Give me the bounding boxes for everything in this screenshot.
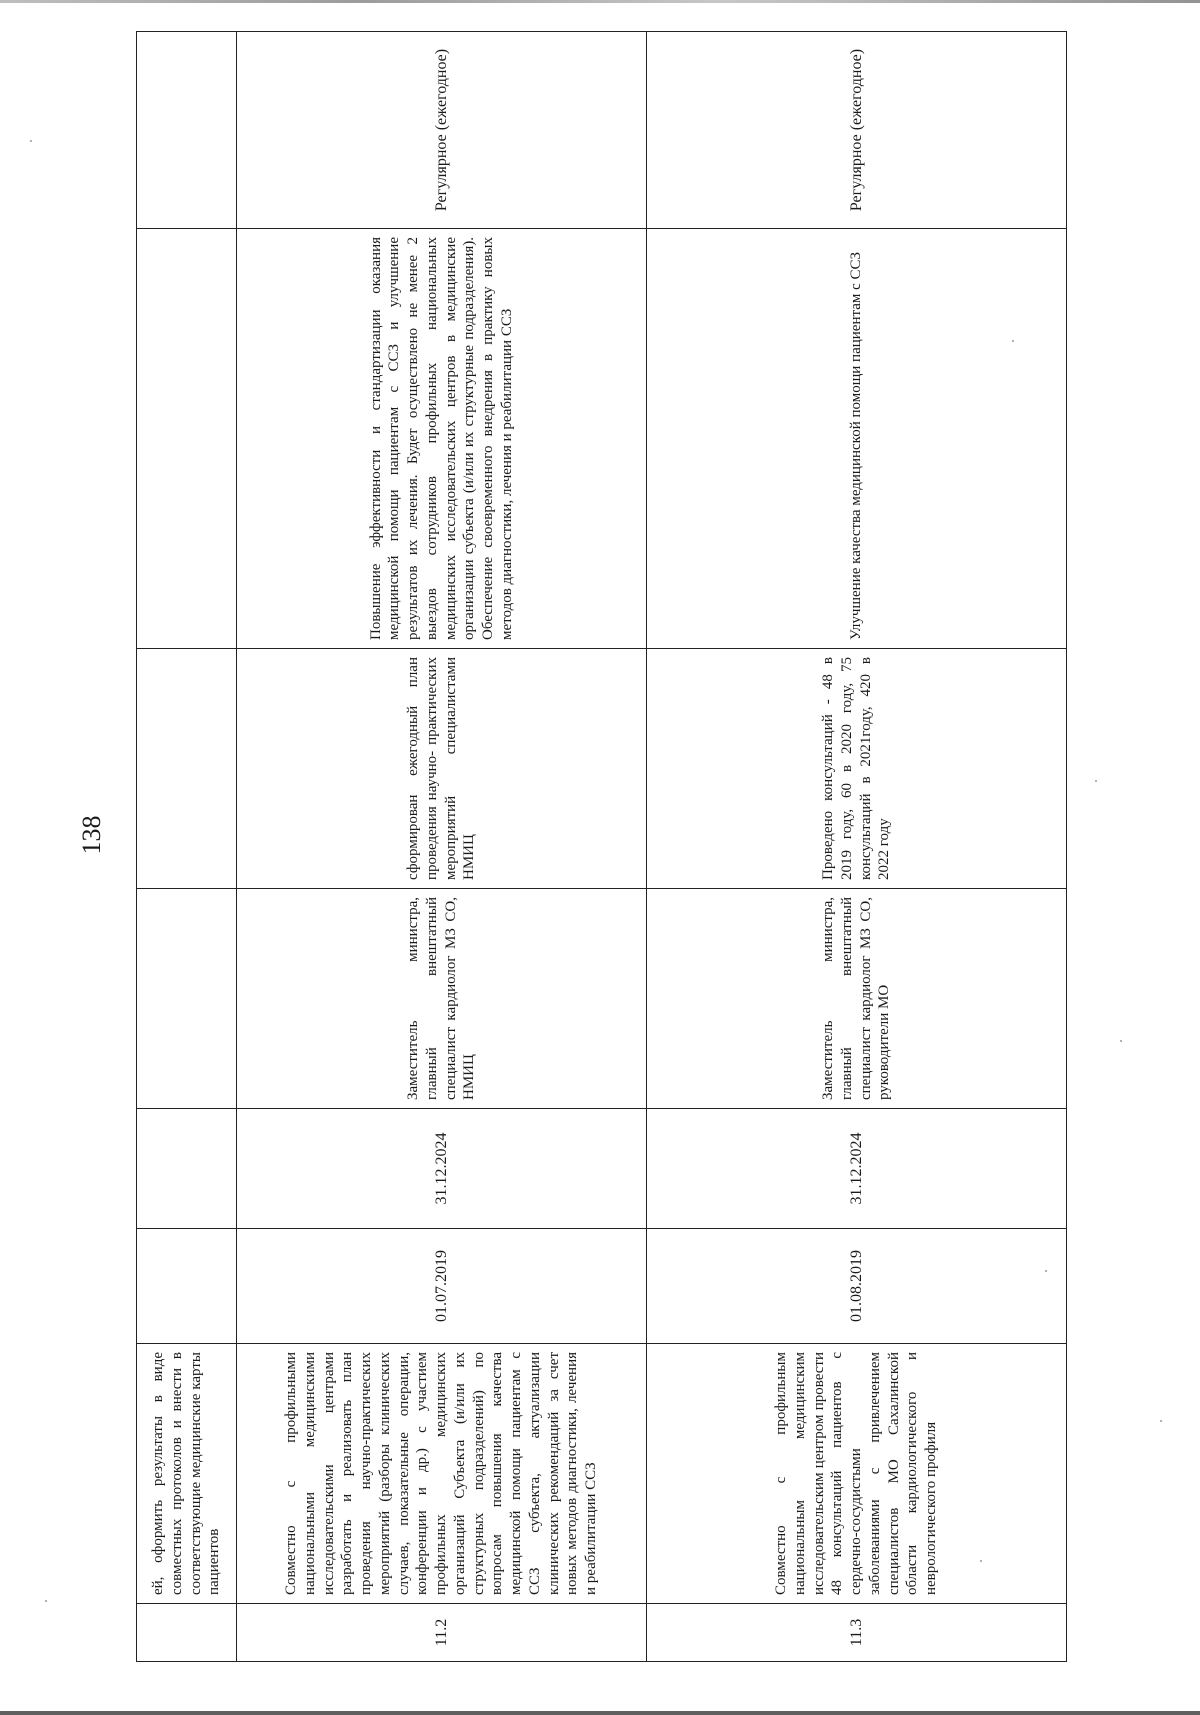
scan-speck — [980, 1560, 982, 1562]
row-number — [137, 1604, 237, 1662]
rotated-table-container — [136, 32, 1066, 1662]
action-plan-table — [136, 31, 1067, 1662]
row-number: 11.3 — [647, 1604, 1067, 1662]
scan-speck — [1160, 1420, 1162, 1422]
start-date-cell — [137, 1229, 237, 1344]
scan-speck — [1012, 340, 1014, 342]
scan-speck — [1095, 780, 1097, 782]
scan-speck — [1045, 1270, 1047, 1272]
responsible-cell: Заместитель министра, главный внештатный специалист кардиолог МЗ СО, НМИЦ — [237, 889, 647, 1109]
table-row — [647, 32, 1067, 1662]
effect-cell — [137, 229, 237, 649]
table-row — [237, 32, 647, 1662]
effect-cell: Улучшение качества медицинской помощи пациентам с ССЗ — [647, 229, 1067, 649]
responsible-cell — [137, 889, 237, 1109]
scan-speck — [1120, 1040, 1122, 1042]
scan-speck — [30, 140, 32, 142]
result-cell: Проведено консультаций - 48 в 2019 году, 60 в 2020 году, 75 консультаций в 2021году, 420 в 2022 году — [647, 649, 1067, 889]
responsible-cell: Заместитель министра, главный внештатный специалист кардиолог МЗ СО, руководители МО — [647, 889, 1067, 1109]
result-cell — [137, 649, 237, 889]
periodicity-cell: Регулярное (ежегодное) — [237, 32, 647, 229]
page-number: 138 — [77, 815, 106, 855]
end-date-cell — [137, 1109, 237, 1229]
scan-edge-bottom — [0, 1711, 1200, 1715]
task-cell: Совместно с профильными национальными медицинскими исследовательскими центрами разработать и реализовать план проведения научно-практических мероприятий (разборы клинических случаев, показательные операции, конференции и др.) с участием профильных медицинских организаций Субъекта (и/или их структурных подразделений) по вопросам повышения качества медицинской помощи пациентам с ССЗ субъекта, актуализации клинических рекомендаций за счет новых методов диагностики, лечения и реабилитации ССЗ — [237, 1344, 647, 1604]
start-date-cell: 01.07.2019 — [237, 1229, 647, 1344]
end-date-cell: 31.12.2024 — [647, 1109, 1067, 1229]
periodicity-cell: Регулярное (ежегодное) — [647, 32, 1067, 229]
row-number: 11.2 — [237, 1604, 647, 1662]
end-date-cell: 31.12.2024 — [237, 1109, 647, 1229]
scan-speck — [45, 1600, 47, 1602]
table-row — [137, 32, 237, 1662]
scan-edge-top — [0, 0, 1200, 3]
effect-cell: Повышение эффективности и стандартизации оказания медицинской помощи пациентам с ССЗ и улучшение результатов их лечения. Будет осуществлено не менее 2 выездов сотрудников профильных национальных медицинских исследовательских центров в медицинские организации субъекта (и/или их структурные подразделения). Обеспечение своевременного внедрения в практику новых методов диагностики, лечения и реабилитации ССЗ — [237, 229, 647, 649]
task-cell: ей, оформить результаты в виде совместных протоколов и внести в соответствующие медицинские карты пациентов — [137, 1344, 237, 1604]
task-cell: Совместно с профильным национальным медицинским исследовательским центром провести 48 консультаций пациентов с сердечно-сосудистыми заболеваниями с привлечением специалистов МО Сахалинской области кардиологического и неврологического профиля — [647, 1344, 1067, 1604]
start-date-cell: 01.08.2019 — [647, 1229, 1067, 1344]
periodicity-cell — [137, 32, 237, 229]
result-cell: сформирован ежегодный план проведения научно- практических мероприятий специалистами НМИЦ — [237, 649, 647, 889]
